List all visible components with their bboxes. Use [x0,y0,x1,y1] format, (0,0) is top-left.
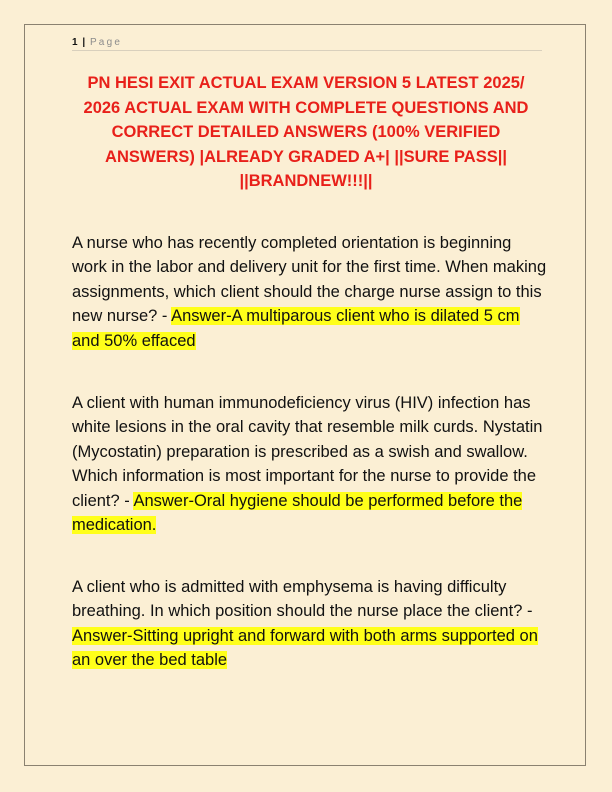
page-number: 1 [72,37,78,48]
page-separator: | [82,37,86,48]
question-block-2 [72,391,547,537]
question-text-1: A nurse who has recently completed orientation is beginning work in the labor and delivery unit for the first time. When making assignments, which client should the charge nurse assign to this new nurse? - [72,234,547,326]
page-header [72,36,542,51]
answer-text-1: Answer-A multiparous client who is dilated 5 cm and 50% effaced [72,307,520,350]
question-text-3: A client who is admitted with emphysema is having difficulty breathing. In which position should the nurse place the client? - [72,578,533,621]
question-block-3 [72,575,547,673]
answer-text-3: Answer-Sitting upright and forward with both arms supported on an over the bed table [72,626,538,670]
question-text-2: A client with human immunodeficiency virus (HIV) infection has white lesions in the oral cavity that resemble milk curds. Nystatin (Mycostatin) preparation is prescribed as a swish and swallow. Which information is most important for the nurse to provide the client? - [72,394,543,510]
question-block-1 [72,231,547,353]
page-label: Page [89,37,123,48]
document-title: PN HESI EXIT ACTUAL EXAM VERSION 5 LATEST 2025/ 2026 ACTUAL EXAM WITH COMPLETE QUESTIONS AND CORRECT DETAILED ANSWERS (100% VERIFIED ANSWERS) |ALREADY GRADED A+| ||SURE PASS|| ||BRANDNEW!!!|| [83,74,529,190]
answer-text-2: Answer-Oral hygiene should be performed before the medication. [72,491,523,535]
